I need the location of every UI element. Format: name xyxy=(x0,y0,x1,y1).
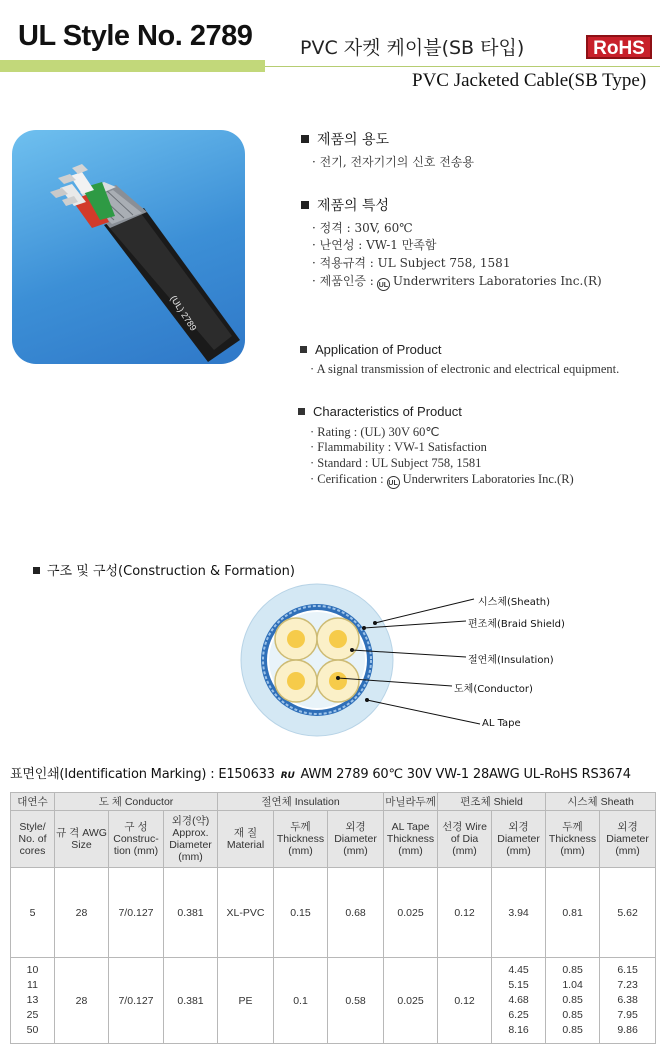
th-awg: 규 격 AWG Size xyxy=(55,811,109,868)
cell-conductor-diameter: 0.381 xyxy=(164,958,218,1044)
table-row xyxy=(11,958,656,1044)
cable-print: (UL) 2789 xyxy=(168,293,199,333)
cell-wire-diameter: 0.12 xyxy=(438,868,492,958)
th-material: 재 질 Material xyxy=(218,811,274,868)
th-al-tape-group: 마닐라두께 xyxy=(384,793,438,811)
callout-sheath: 시스체(Sheath) xyxy=(478,597,551,608)
application-en-heading: Application of Product xyxy=(300,342,441,357)
th-shield-group: 편조체 Shield xyxy=(438,793,546,811)
title-accent-bar xyxy=(0,60,265,72)
cell-awg: 28 xyxy=(55,868,109,958)
characteristics-en-line: · Standard : UL Subject 758, 1581 xyxy=(310,456,482,470)
cell-al-tape-thickness: 0.025 xyxy=(384,868,438,958)
usage-ko-heading: 제품의 용도 xyxy=(301,129,389,149)
cell-cores-list: 10 11 13 25 50 xyxy=(11,958,55,1044)
characteristics-en-cert: · Cerification : UL Underwriters Laboratories Inc.(R) xyxy=(310,472,574,487)
page-title: UL Style No. 2789 xyxy=(18,20,253,52)
ul-logo-icon: UL xyxy=(377,278,390,291)
cable-illustration xyxy=(12,130,245,364)
cell-sheath-thickness-list: 0.85 1.04 0.85 0.85 0.85 xyxy=(546,958,600,1044)
cell-sheath-diameter-list: 6.15 7.23 6.38 7.95 9.86 xyxy=(600,958,656,1044)
th-conductor-diameter: 외경(약) Approx. Diameter (mm) xyxy=(164,811,218,868)
korean-subtitle: PVC 자켓 케이블(SB 타입) xyxy=(300,37,525,59)
application-en-line: · A signal transmission of electronic and electrical equipment. xyxy=(310,362,620,376)
spec-table xyxy=(10,792,656,1044)
th-construction: 구 성 Construc- tion (mm) xyxy=(109,811,164,868)
square-bullet-icon xyxy=(33,567,40,574)
square-bullet-icon xyxy=(301,201,309,209)
square-bullet-icon xyxy=(301,135,309,143)
english-subtitle: PVC Jacketed Cable(SB Type) xyxy=(412,70,647,91)
th-insulation-diameter: 외경 Diameter (mm) xyxy=(328,811,384,868)
th-insulation-group: 절연체 Insulation xyxy=(218,793,384,811)
cell-material: XL-PVC xyxy=(218,868,274,958)
cell-insulation-diameter: 0.58 xyxy=(328,958,384,1044)
rohs-badge: RoHS xyxy=(586,35,652,59)
features-ko-line: · 난연성 : VW-1 만족함 xyxy=(312,238,437,252)
square-bullet-icon xyxy=(300,346,307,353)
ru-logo-icon: RU xyxy=(280,771,295,781)
cell-awg: 28 xyxy=(55,958,109,1044)
cell-insulation-diameter: 0.68 xyxy=(328,868,384,958)
cell-conductor-diameter: 0.381 xyxy=(164,868,218,958)
features-ko-cert: · 제품인증 : UL Underwriters Laboratories Inc.(R) xyxy=(312,274,602,289)
characteristics-en-heading: Characteristics of Product xyxy=(298,404,462,419)
cell-shield-diameter-list: 4.45 5.15 4.68 6.25 8.16 xyxy=(492,958,546,1044)
features-ko-line: · 적용규격 : UL Subject 758, 1581 xyxy=(312,256,511,270)
cell-insulation-thickness: 0.1 xyxy=(274,958,328,1044)
cell-construction: 7/0.127 xyxy=(109,958,164,1044)
table-row xyxy=(11,868,656,958)
cell-material: PE xyxy=(218,958,274,1044)
cell-shield-diameter: 3.94 xyxy=(492,868,546,958)
features-ko-line: · 정격 : 30V, 60℃ xyxy=(312,221,413,235)
th-shield-diameter: 외경 Diameter (mm) xyxy=(492,811,546,868)
cell-cores: 5 xyxy=(11,868,55,958)
construction-heading: 구조 및 구성(Construction & Formation) xyxy=(33,560,295,579)
features-ko-heading: 제품의 특성 xyxy=(301,195,389,215)
ul-logo-icon: UL xyxy=(387,476,400,489)
cell-construction: 7/0.127 xyxy=(109,868,164,958)
cell-wire-diameter: 0.12 xyxy=(438,958,492,1044)
th-sheath-group: 시스체 Sheath xyxy=(546,793,656,811)
cell-sheath-thickness: 0.81 xyxy=(546,868,600,958)
cell-al-tape-thickness: 0.025 xyxy=(384,958,438,1044)
callout-insulation: 절연체(Insulation) xyxy=(468,655,554,666)
th-wire-diameter: 선경 Wire of Dia (mm) xyxy=(438,811,492,868)
cell-insulation-thickness: 0.15 xyxy=(274,868,328,958)
th-cores-group: 대연수 xyxy=(11,793,55,811)
th-insulation-thickness: 두께 Thickness (mm) xyxy=(274,811,328,868)
callout-conductor: 도체(Conductor) xyxy=(454,684,533,695)
th-al-tape-thickness: AL Tape Thickness (mm) xyxy=(384,811,438,868)
header-divider xyxy=(265,66,660,67)
callout-al-tape: AL Tape xyxy=(482,718,521,729)
square-bullet-icon xyxy=(298,408,305,415)
characteristics-en-line: · Rating : (UL) 30V 60℃ xyxy=(310,425,440,439)
product-photo xyxy=(12,130,245,364)
th-conductor-group: 도 체 Conductor xyxy=(55,793,218,811)
th-sheath-thickness: 두께 Thickness (mm) xyxy=(546,811,600,868)
th-sheath-diameter: 외경 Diameter (mm) xyxy=(600,811,656,868)
callout-braid-shield: 편조체(Braid Shield) xyxy=(468,619,565,630)
th-cores: Style/ No. of cores xyxy=(11,811,55,868)
cell-sheath-diameter: 5.62 xyxy=(600,868,656,958)
identification-marking: 표면인쇄(Identification Marking) : E150633 RU AWM 2789 60℃ 30V VW-1 28AWG UL-RoHS RS3674 xyxy=(10,767,631,782)
usage-ko-line: · 전기, 전자기기의 신호 전송용 xyxy=(312,155,474,169)
characteristics-en-line: · Flammability : VW-1 Satisfaction xyxy=(310,440,487,454)
